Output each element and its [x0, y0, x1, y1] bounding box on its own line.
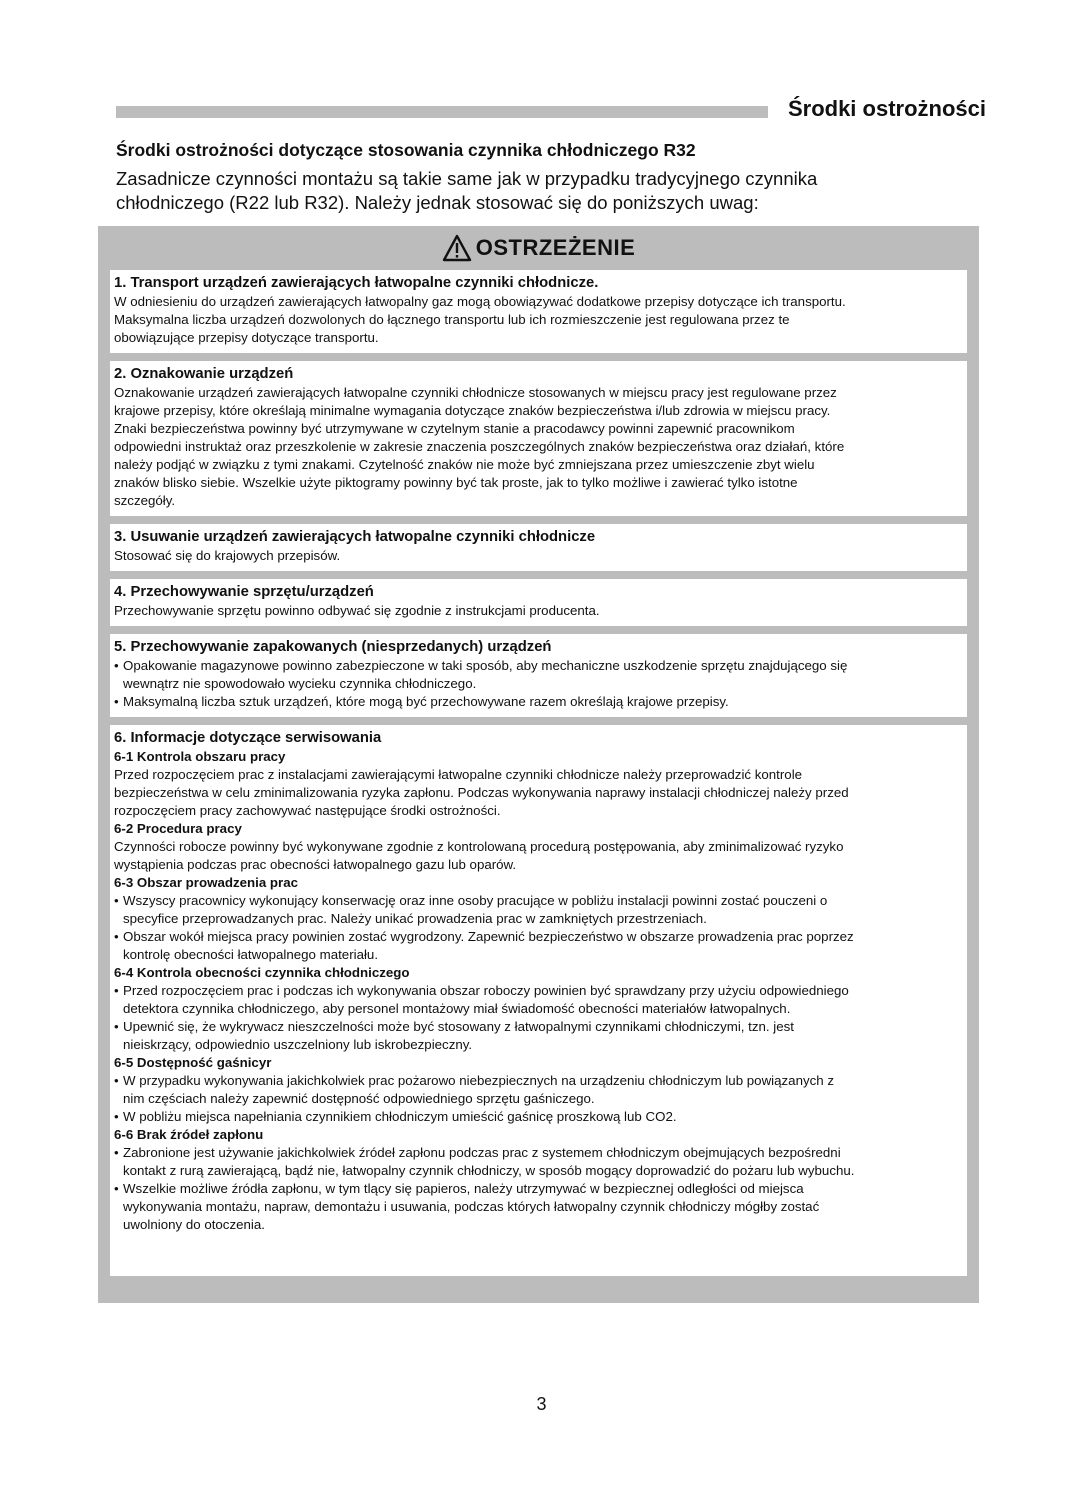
section-line: wystąpienia podczas prac obecności łatwopalnego gazu lub oparów. — [114, 857, 517, 872]
section-line: Czynności robocze powinny być wykonywane zgodnie z kontrolowaną procedurą postępowania, aby zminimalizować ryzyko — [114, 839, 844, 854]
bullet-line: Przed rozpoczęciem prac i podczas ich wykonywania obszar roboczy powinien być sprawdzany przy użyciu odpowiedniego — [123, 983, 849, 998]
section-line: W odniesieniu do urządzeń zawierających łatwopalny gaz mogą obowiązywać dodatkowe przepisy dotyczące ich transportu. — [114, 294, 846, 309]
bullet-item — [114, 693, 961, 711]
section-line: szczegóły. — [114, 493, 176, 508]
section-line: znaków blisko siebie. Wszelkie użyte piktogramy powinny być tak proste, jak to tylko możliwe i zawierać tylko istotne — [114, 475, 798, 490]
section-line: odpowiedni instruktaż oraz przeszkolenie w zakresie znaczenia poszczególnych znaków bezpieczeństwa oraz działań, które — [114, 439, 845, 454]
bullet-char: • — [114, 983, 119, 998]
page-number: 3 — [536, 1394, 547, 1414]
bullet-line: W pobliżu miejsca napełniania czynnikiem chłodniczym umieścić gaśnicę proszkową lub CO2. — [123, 1109, 677, 1124]
section-line: Maksymalna liczba urządzeń dozwolonych do łącznego transportu lub ich rozmieszczenie jest regulowana przez te — [114, 312, 790, 327]
section-packed-storage — [110, 634, 967, 717]
bullet-line: detektora czynnika chłodniczego, aby personel montażowy miał świadomość obecności materiałów łatwopalnych. — [123, 1001, 791, 1016]
bullet-line: Opakowanie magazynowe powinno zabezpieczone w taki sposób, aby mechaniczne uszkodzenie sprzętu znajdującego się — [123, 658, 848, 673]
bullet-line: Maksymalną liczba sztuk urządzeń, które mogą być przechowywane razem określają krajowe przepisy. — [123, 694, 729, 709]
section-line: Znaki bezpieczeństwa powinny być utrzymywane w czytelnym stanie a pracodawcy powinni zapewnić pracownikom — [114, 421, 795, 436]
bullet-item — [114, 1018, 961, 1054]
bullet-line: kontrolę obecności łatwopalnego materiału. — [123, 947, 379, 962]
bullet-item — [114, 1072, 961, 1108]
warning-box — [98, 226, 979, 1303]
page-header-title: Środki ostrożności — [787, 96, 986, 121]
bullet-char: • — [114, 694, 119, 709]
bullet-item — [114, 892, 961, 928]
bullet-char: • — [114, 1145, 119, 1160]
section-disposal — [110, 524, 967, 571]
section-line: obowiązujące przepisy dotyczące transportu. — [114, 330, 379, 345]
warning-label: OSTRZEŻENIE — [475, 235, 636, 260]
subsection-title: 6-2 Procedura pracy — [114, 821, 242, 836]
section-transport — [110, 270, 967, 353]
bullet-char: • — [114, 1073, 119, 1088]
bullet-item — [114, 928, 961, 964]
section-line: Przechowywanie sprzętu powinno odbywać się zgodnie z instrukcjami producenta. — [114, 603, 600, 618]
section-line: rozpoczęciem pracy zachowywać następujące środki ostrożności. — [114, 803, 501, 818]
bullet-line: nim częściach należy zapewnić dostępność odpowiedniego sprzętu gaśniczego. — [123, 1091, 595, 1106]
section-title: 1. Transport urządzeń zawierających łatwopalne czynniki chłodnicze. — [114, 275, 599, 291]
bullet-line: Obszar wokół miejsca pracy powinien zostać wygrodzony. Zapewnić bezpieczeństwo w obszarze prowadzenia prac poprzez — [123, 929, 854, 944]
bullet-line: wykonywania montażu, napraw, demontażu i usuwania, podczas których łatwopalny czynnik chłodniczy mógłby zostać — [123, 1199, 820, 1214]
bullet-item — [114, 657, 961, 693]
bullet-line: kontakt z rurą zawierającą, bądź nie, łatwopalny czynnik chłodniczy, w sposób mogący doprowadzić do pożaru lub wybuchu. — [123, 1163, 855, 1178]
section-line: krajowe przepisy, które określają minimalne wymagania dotyczące znaków bezpieczeństwa i/lub zdrowia w miejscu pracy. — [114, 403, 831, 418]
section-title: 6. Informacje dotyczące serwisowania — [114, 730, 382, 746]
subsection-title: 6-6 Brak źródeł zapłonu — [114, 1127, 264, 1142]
bullet-line: W przypadku wykonywania jakichkolwiek prac pożarowo niebezpiecznych na urządzeniu chłodniczym lub powiązanych z — [123, 1073, 835, 1088]
bullet-item — [114, 1144, 961, 1180]
bullet-line: specyfice przeprowadzanych prac. Należy unikać prowadzenia prac w zamkniętych przestrzeniach. — [123, 911, 707, 926]
intro-line: chłodniczego (R22 lub R32). Należy jednak stosować się do poniższych uwag: — [116, 192, 759, 213]
bullet-line: wewnątrz nie spowodowało wycieku czynnika chłodniczego. — [123, 676, 477, 691]
intro — [116, 140, 996, 215]
bullet-char: • — [114, 1109, 119, 1124]
subsection-title: 6-1 Kontrola obszaru pracy — [114, 749, 286, 764]
subsection-title: 6-5 Dostępność gaśnicyr — [114, 1055, 272, 1070]
warning-heading — [98, 226, 979, 270]
bullet-char: • — [114, 893, 119, 908]
section-line: Oznakowanie urządzeń zawierających łatwopalne czynniki chłodnicze stosowanych w miejscu pracy jest regulowane przez — [114, 385, 837, 400]
bullet-char: • — [114, 1019, 119, 1034]
header-bar — [116, 106, 768, 118]
bullet-item — [114, 982, 961, 1018]
bullet-char: • — [114, 929, 119, 944]
section-title: 4. Przechowywanie sprzętu/urządzeń — [114, 584, 374, 600]
bullet-char: • — [114, 1181, 119, 1196]
section-line: bezpieczeństwa w celu zminimalizowania ryzyka zapłonu. Podczas wykonywania naprawy instalacji chłodniczej należy przed — [114, 785, 849, 800]
bullet-line: nieiskrzący, odpowiednio uszczelniony lub iskrobezpieczny. — [123, 1037, 473, 1052]
intro-line: Zasadnicze czynności montażu są takie same jak w przypadku tradycyjnego czynnika — [116, 168, 818, 189]
bullet-line: Wszelkie możliwe źródła zapłonu, w tym tlący się papieros, należy utrzymywać w bezpiecznej odległości od miejsca — [123, 1181, 804, 1196]
bullet-item — [114, 1180, 961, 1234]
section-line: Stosować się do krajowych przepisów. — [114, 548, 341, 563]
intro-title: Środki ostrożności dotyczące stosowania czynnika chłodniczego R32 — [116, 140, 696, 160]
section-title: 2. Oznakowanie urządzeń — [114, 366, 294, 382]
section-title: 3. Usuwanie urządzeń zawierających łatwopalne czynniki chłodnicze — [114, 529, 596, 545]
warning-triangle-icon — [442, 234, 472, 262]
section-labelling — [110, 361, 967, 516]
section-storage — [110, 579, 967, 626]
bullet-line: Upewnić się, że wykrywacz nieszczelności może być stosowany z łatwopalnymi czynnikami chłodniczymi, tzn. jest — [123, 1019, 794, 1034]
intro-text — [116, 167, 996, 215]
bullet-item — [114, 1108, 961, 1126]
subsection-title: 6-4 Kontrola obecności czynnika chłodniczego — [114, 965, 410, 980]
bullet-line: Wszyscy pracownicy wykonujący konserwację oraz inne osoby pracujące w pobliżu instalacji powinni zostać pouczeni o — [123, 893, 828, 908]
subsection-title: 6-3 Obszar prowadzenia prac — [114, 875, 299, 890]
bullet-line: uwolniony do otoczenia. — [123, 1217, 265, 1232]
section-line: należy podjąć w związku z tymi znakami. Czytelność znaków nie może być zmniejszana przez umieszczenie zbyt wielu — [114, 457, 815, 472]
section-servicing — [110, 725, 967, 1276]
bullet-line: Zabronione jest używanie jakichkolwiek źródeł zapłonu podczas prac z systemem chłodniczym obejmujących bezpośredni — [123, 1145, 841, 1160]
bullet-char: • — [114, 658, 119, 673]
section-line: Przed rozpoczęciem prac z instalacjami zawierającymi łatwopalne czynniki chłodnicze należy przeprowadzić kontrole — [114, 767, 803, 782]
section-title: 5. Przechowywanie zapakowanych (niesprzedanych) urządzeń — [114, 639, 552, 655]
